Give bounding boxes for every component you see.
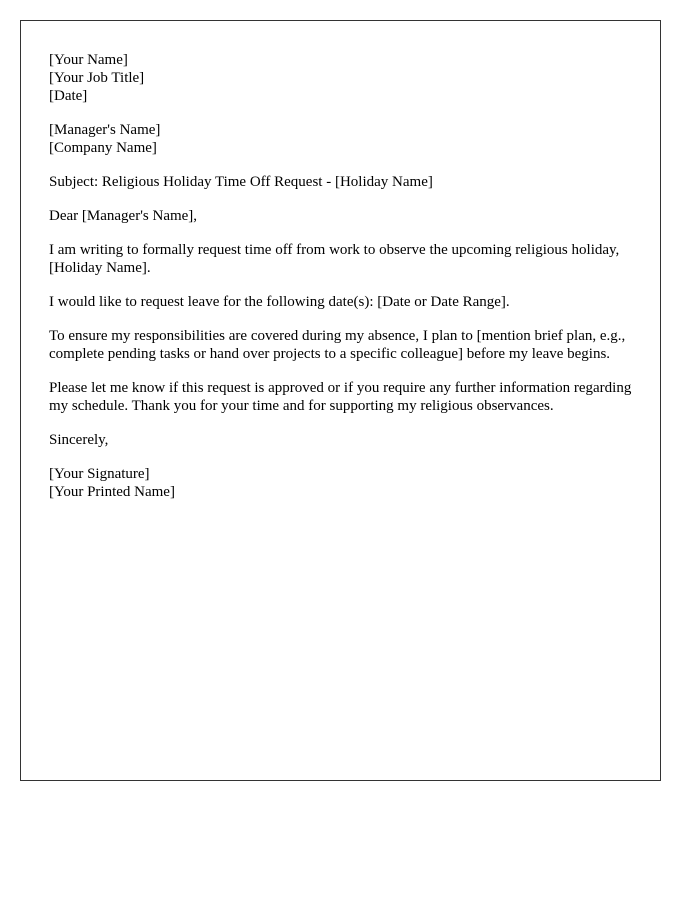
- body-paragraph: I would like to request leave for the following date(s): [Date or Date Range].: [49, 294, 510, 310]
- subject-line: Subject: Religious Holiday Time Off Request - [Holiday Name]: [49, 174, 433, 190]
- body-paragraph: To ensure my responsibilities are covered during my absence, I plan to [mention brief plan, e.g., complete pending tasks or hand over projects to a specific colleague] before my leave begins.: [49, 328, 626, 362]
- sender-job-title: [Your Job Title]: [49, 70, 145, 86]
- body-paragraph: I am writing to formally request time off from work to observe the upcoming religious holiday, [Holiday Name].: [49, 242, 620, 276]
- sender-name: [Your Name]: [49, 52, 128, 68]
- signature: [Your Signature]: [49, 466, 150, 482]
- letter-date: [Date]: [49, 88, 88, 104]
- recipient-block: [49, 121, 632, 157]
- salutation: Dear [Manager's Name],: [49, 208, 198, 224]
- closing: Sincerely,: [49, 432, 109, 448]
- recipient-company: [Company Name]: [49, 140, 157, 156]
- sender-block: [49, 51, 632, 105]
- recipient-name: [Manager's Name]: [49, 122, 161, 138]
- letter-page: [20, 20, 661, 781]
- printed-name: [Your Printed Name]: [49, 484, 175, 500]
- body-paragraph: Please let me know if this request is approved or if you require any further information regarding my schedule. Thank you for your time and for supporting my religious observances.: [49, 380, 632, 414]
- signature-block: [49, 465, 632, 501]
